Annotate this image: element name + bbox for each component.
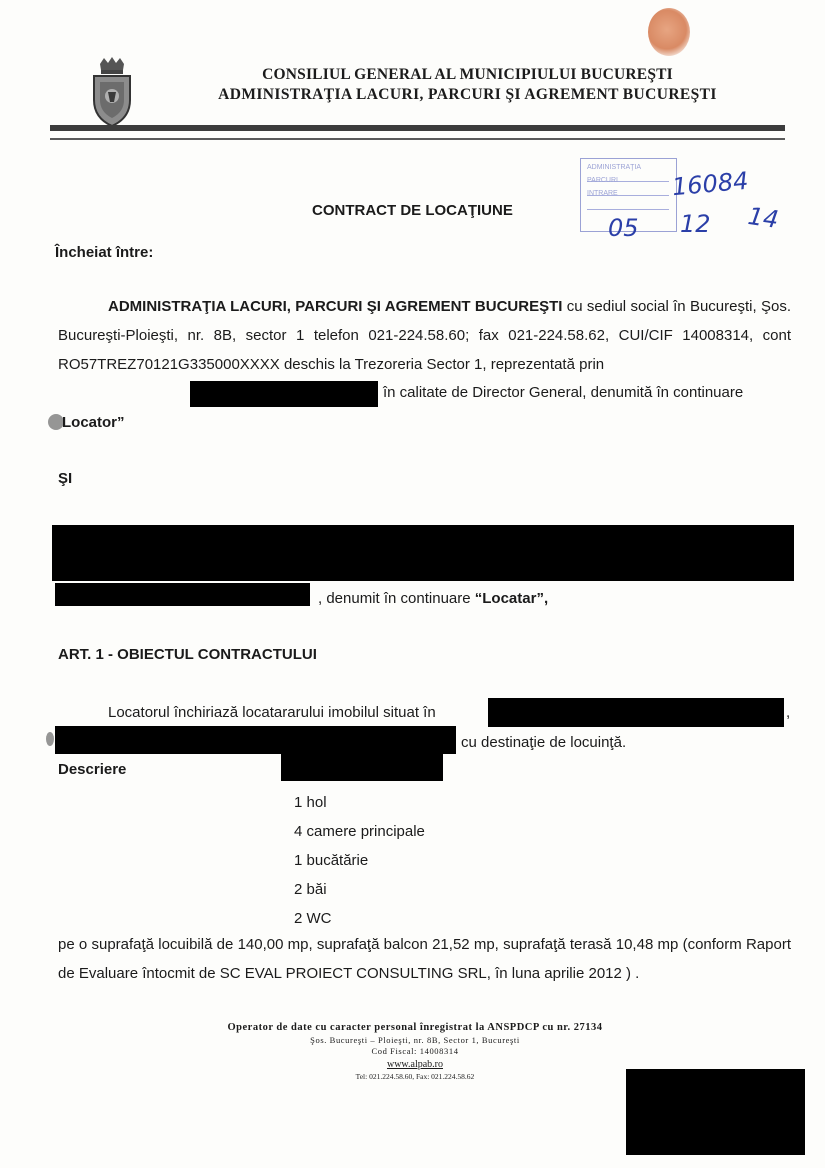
coat-of-arms-icon xyxy=(88,56,136,130)
stamp-text-line: ADMINISTRAŢIA xyxy=(587,164,642,171)
redaction-block xyxy=(55,726,456,754)
article1-line1-end: , xyxy=(786,704,791,721)
footer-contact: Tel: 021.224.58.60, Fax: 021.224.58.62 xyxy=(355,1072,475,1081)
stamp-date-day: 05 xyxy=(608,214,639,242)
party1-name: ADMINISTRAŢIA LACURI, PARCURI ŞI AGREMENT BUCUREŞTI xyxy=(108,298,563,315)
party2-text: , denumit în continuare xyxy=(318,590,475,607)
intro-label: Încheiat între: xyxy=(55,244,154,261)
redaction-block xyxy=(626,1069,805,1155)
stamp-text-line: INTRARE xyxy=(587,190,618,197)
footer-operator: Operator de date cu caracter personal înregistrat la ANSPDCP cu nr. 27134 xyxy=(227,1022,603,1033)
description-label: Descriere xyxy=(58,761,127,778)
stamp-text-line: PARCURI xyxy=(587,177,618,184)
redaction-block xyxy=(281,754,443,781)
article1-heading: ART. 1 - OBIECTUL CONTRACTULUI xyxy=(58,646,317,663)
footer-fiscal-code: Cod Fiscal: 14008314 xyxy=(371,1046,459,1056)
surface-summary: pe o suprafaţă locuibilă de 140,00 mp, suprafaţă balcon 21,52 mp, suprafaţă terasă 10,48 mp (conform Raport de Evaluare întocmit de SC EVAL PROIECT CONSULTING SRL, în luna aprilie 2012 ) . xyxy=(58,936,791,982)
redaction-block xyxy=(488,698,784,727)
header-rule-thick xyxy=(50,125,785,131)
header-rule-thin xyxy=(50,138,785,140)
header-administration: ADMINISTRAŢIA LACURI, PARCURI ŞI AGREMENT BUCUREŞTI xyxy=(218,86,717,103)
redaction-block xyxy=(52,525,794,581)
party2-role: “Locatar”, xyxy=(474,590,549,607)
list-item: 4 camere principale xyxy=(294,823,425,840)
party2-continuation xyxy=(318,590,548,607)
stamp-date-month: 12 xyxy=(680,210,711,238)
footer-website-link[interactable]: www.alpab.ro xyxy=(386,1059,443,1070)
list-item: 2 băi xyxy=(294,881,327,898)
conjunction-si: ŞI xyxy=(58,470,73,487)
footer-address: Şos. Bucureşti – Ploieşti, nr. 8B, Sector 1, Bucureşti xyxy=(310,1035,520,1045)
list-item: 2 WC xyxy=(294,910,332,927)
stamp-registration-number: 16084 xyxy=(670,166,750,202)
list-item: 1 hol xyxy=(294,794,327,811)
header-council: CONSILIUL GENERAL AL MUNICIPIULUI BUCUREŞTI xyxy=(262,66,673,83)
article1-line2: cu destinaţie de locuinţă. xyxy=(461,734,627,751)
party1-capacity: în calitate de Director General, denumită în continuare xyxy=(383,384,744,401)
party1-role: Locator” xyxy=(62,414,125,431)
redaction-block xyxy=(55,583,310,606)
party1-details: cu sediul social în Bucureşti, Şos. Bucureşti-Ploieşti, nr. 8B, sector 1 telefon 021-224.58.60; fax 021-224.58.62, CUI/CIF 14008314, cont RO57TREZ70121G335000XXXX deschis la Trezoreria Sector 1, reprezentată prin xyxy=(58,298,792,373)
document-title: CONTRACT DE LOCAŢIUNE xyxy=(312,202,513,219)
room-list xyxy=(294,788,425,933)
redaction-block xyxy=(190,381,378,407)
coffee-stain xyxy=(648,8,690,56)
party1-paragraph xyxy=(58,292,791,379)
article1-line1: Locatorul închiriază locatararului imobilul situat în xyxy=(108,704,436,721)
stamp-date-year: 14 xyxy=(746,202,781,234)
list-item: 1 bucătărie xyxy=(294,852,369,869)
ink-smudge xyxy=(46,732,54,746)
